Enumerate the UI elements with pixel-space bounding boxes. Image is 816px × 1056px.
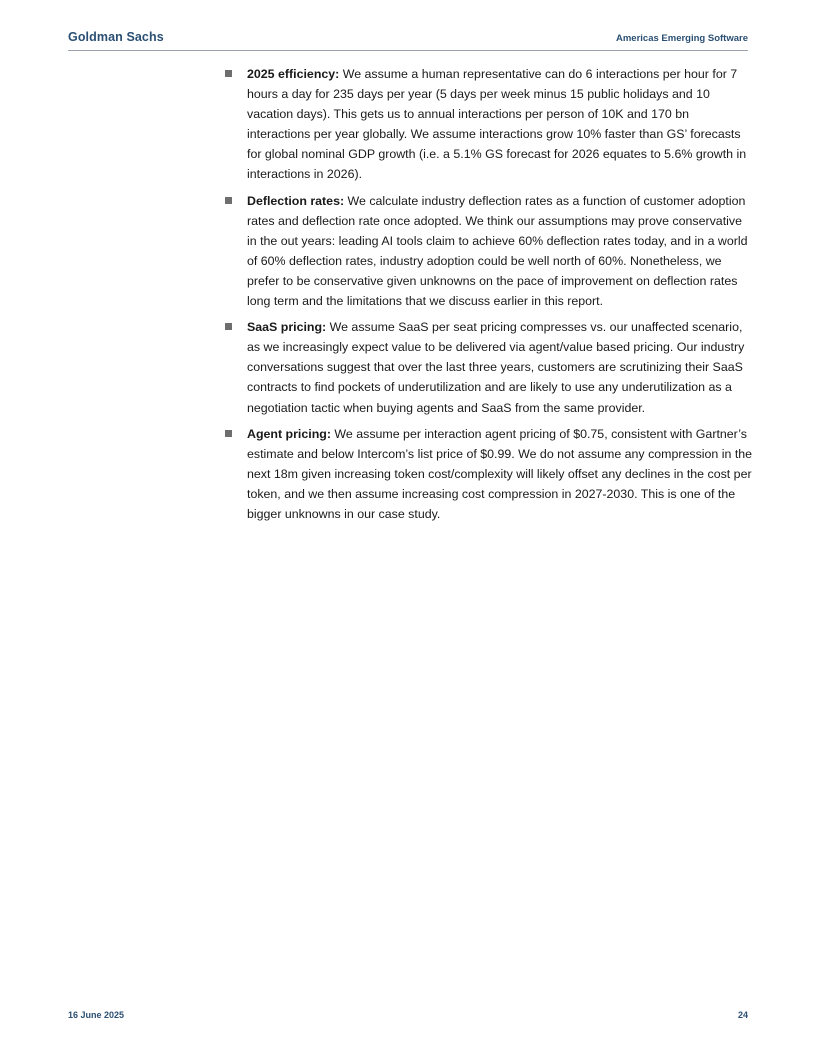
page-header bbox=[68, 28, 748, 51]
bullet-item-saas-pricing bbox=[225, 317, 755, 417]
bullet-body: We calculate industry deflection rates as a function of customer adoption rates and deflection rate once adopted. We think our assumptions may prove conservative in the out years: leading AI tools claim to achieve 60% deflection rates today, and in a world of 60% deflection rates, industry adoption could be well north of 60%. Nonetheless, we prefer to be conservative given unknowns on the pace of improvement on deflection rates long term and the limitations that we discuss earlier in this report. bbox=[247, 193, 748, 309]
square-bullet-icon bbox=[225, 430, 232, 437]
bullet-list bbox=[225, 64, 755, 530]
page-number: 24 bbox=[737, 1010, 748, 1020]
bullet-text bbox=[247, 64, 755, 185]
section-title: Americas Emerging Software bbox=[616, 33, 748, 44]
footer-date: 16 June 2025 bbox=[68, 1010, 125, 1020]
bullet-title: 2025 efficiency: bbox=[247, 67, 340, 81]
bullet-text bbox=[247, 191, 755, 312]
square-bullet-icon bbox=[225, 70, 232, 77]
bullet-title: Agent pricing: bbox=[247, 426, 331, 441]
square-bullet-icon bbox=[225, 323, 232, 330]
square-bullet-icon bbox=[225, 197, 232, 204]
bullet-body: We assume per interaction agent pricing of $0.75, consistent with Gartner’s estimate and below Intercom’s list price of $0.99. We do not assume any compression in the next 18m given increasing token cost/complexity will likely offset any declines in the cost per token, and we then assume increasing cost compression in 2027-2030. This is one of the bigger unknowns in our case study. bbox=[247, 426, 753, 521]
brand-logo-text: Goldman Sachs bbox=[68, 30, 164, 44]
bullet-text bbox=[247, 424, 755, 524]
bullet-body: We assume SaaS per seat pricing compresses vs. our unaffected scenario, as we increasingly expect value to be delivered via agent/value based pricing. Our industry conversations suggest that over the last three years, customers are scrutinizing their SaaS contracts to find pockets of underutilization and are likely to use any underutilization as a negotiation tactic when buying agents and SaaS from the same provider. bbox=[247, 320, 745, 415]
bullet-item-deflection-rates bbox=[225, 191, 755, 312]
bullet-body: We assume a human representative can do 6 interactions per hour for 7 hours a day for 235 days per year (5 days per week minus 15 public holidays and 10 vacation days). This gets us to annual interactions per person of 10K and 170 bn interactions per year globally. We assume interactions grow 10% faster than GS’ forecasts for global nominal GDP growth (i.e. a 5.1% GS forecast for 2026 equates to 5.6% growth in interactions in 2026). bbox=[247, 67, 747, 182]
bullet-item-2025-efficiency bbox=[225, 64, 755, 185]
bullet-title: Deflection rates: bbox=[247, 193, 345, 208]
bullet-text bbox=[247, 317, 755, 417]
bullet-title: SaaS pricing: bbox=[247, 320, 327, 335]
bullet-item-agent-pricing bbox=[225, 424, 755, 524]
